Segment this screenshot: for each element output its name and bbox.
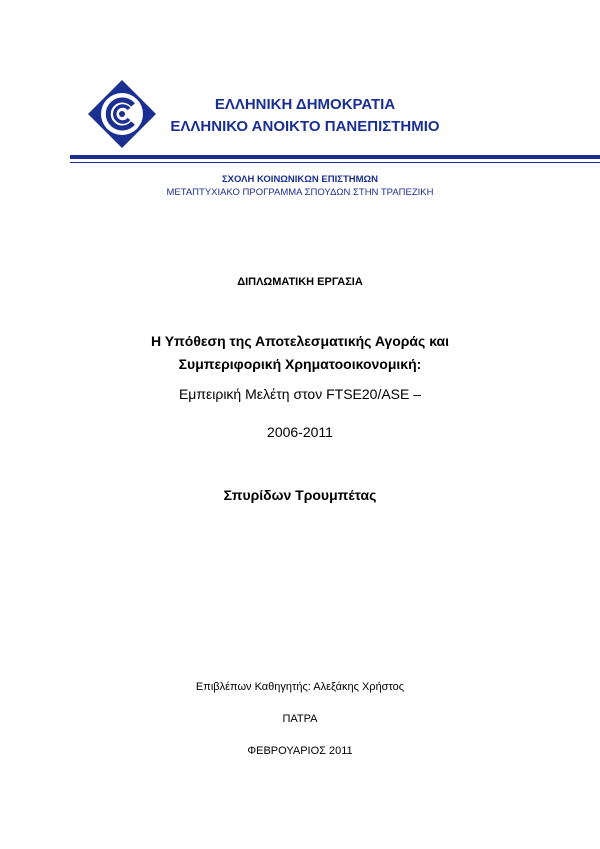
program-name: ΜΕΤΑΠΤΥΧΙΑΚΟ ΠΡΟΓΡΑΜΜΑ ΣΠΟΥΔΩΝ ΣΤΗΝ ΤΡΑΠΕΖΙΚΗ [166,187,434,198]
author-name: Σπυρίδων Τρουμπέτας [223,487,377,503]
school-name: ΣΧΟΛΗ ΚΟΙΝΩΝΙΚΩΝ ΕΠΙΣΤΗΜΩΝ [221,174,378,185]
thesis-subtitle-line2: 2006-2011 [267,424,333,440]
university-logo-icon [87,79,157,149]
university-title: ΕΛΛΗΝΙΚΟ ΑΝΟΙΚΤΟ ΠΑΝΕΠΙΣΤΗΜΙΟ [170,118,440,135]
supervisor: Επιβλέπων Καθηγητής: Αλεξάκης Χρήστος [195,681,405,693]
republic-title: ΕΛΛΗΝΙΚΗ ΔΗΜΟΚΡΑΤΙΑ [214,96,396,113]
header-divider-thin [70,162,600,163]
thesis-type: ΔΙΠΛΩΜΑΤΙΚΗ ΕΡΓΑΣΙΑ [237,276,363,288]
thesis-title-line1: Η Υπόθεση της Αποτελεσματικής Αγοράς και [150,333,450,349]
header-divider-thick [70,155,600,159]
city: ΠΑΤΡΑ [282,713,318,725]
date: ΦΕΒΡΟΥΑΡΙΟΣ 2011 [247,745,353,757]
thesis-title-line2: Συμπεριφορική Χρηματοοικονομική: [178,356,422,372]
thesis-subtitle-line1: Εμπειρική Μελέτη στον FTSE20/ASE – [178,386,422,402]
